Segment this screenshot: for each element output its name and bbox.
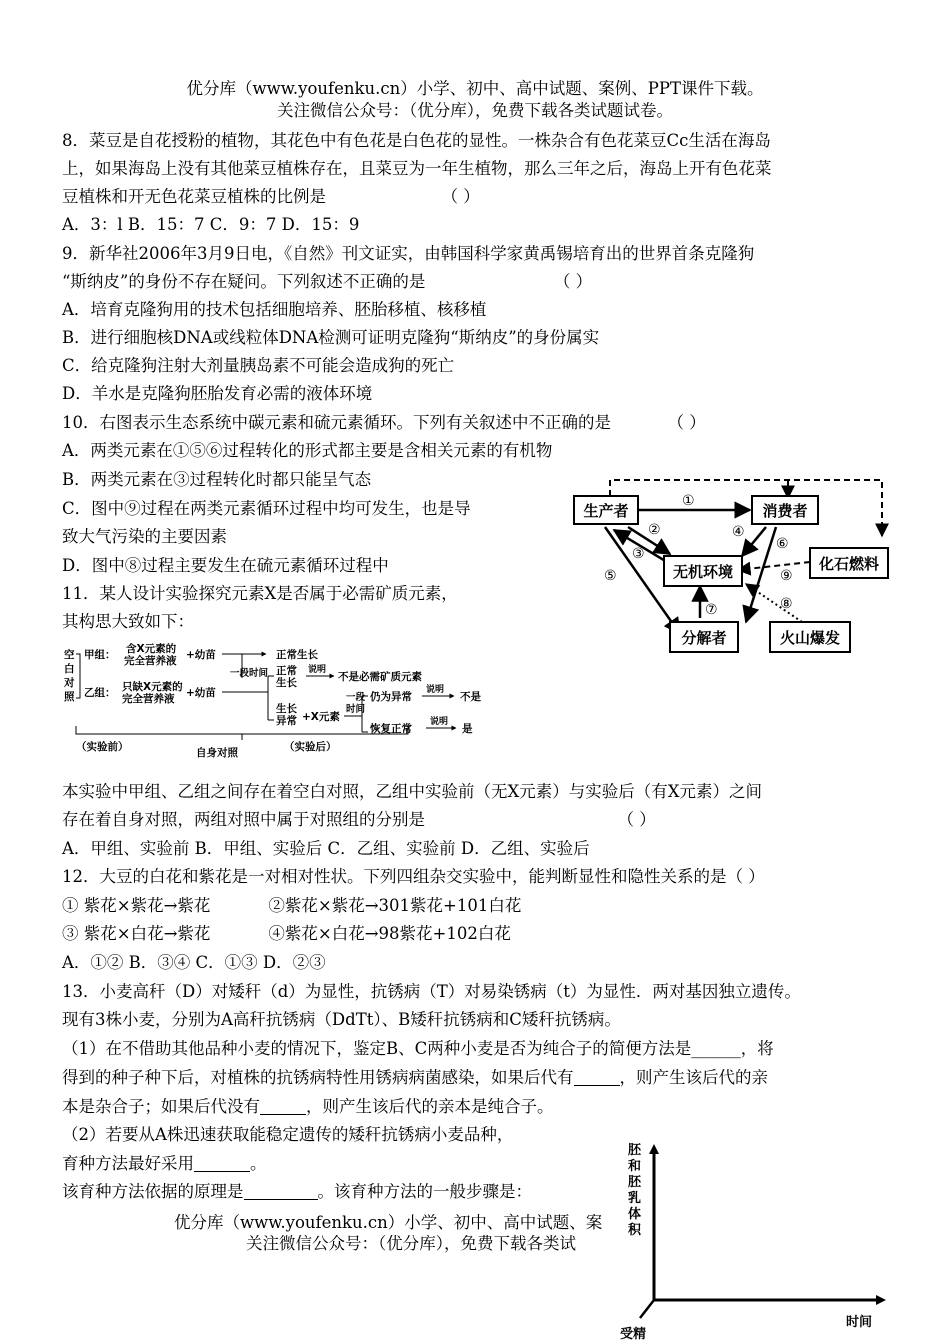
q8-line-3	[62, 186, 480, 208]
q10-answer-paren: （ ）	[667, 413, 706, 432]
b-growth-label: 生长	[276, 677, 297, 689]
q10-option-d: D．图中⑧过程主要发生在硫元素循环过程中	[62, 556, 389, 575]
q13-part2-text-d: 。该育种方法的一般步骤是：	[317, 1182, 532, 1201]
q13-blank-3[interactable]	[194, 1155, 250, 1172]
q13-part1-text-c: 本是杂合子；如果后代没有	[62, 1097, 260, 1116]
blank-control-char-2: 白	[64, 663, 75, 675]
q11-line-1: 11．某人设计实验探究元素X是否属于必需矿质元素，	[62, 584, 458, 603]
q10-option-c-1: C．图中⑨过程在两类元素循环过程中均可发生，也是导	[62, 499, 471, 518]
a-period-label: 一段时间	[230, 668, 269, 679]
environment-label: 无机环境	[672, 563, 734, 581]
q11-answer-paren: （ ）	[617, 810, 656, 829]
q9-line-2	[62, 271, 592, 293]
q13-part1-text-d: ，则产生该后代的亲本是纯合子。	[306, 1097, 554, 1116]
plus-x-label: +X元素	[302, 711, 340, 723]
q12-options: A．①② B．③④ C．①③ D．②③	[62, 953, 326, 972]
q13-line-2: 现有3株小麦，分别为A高秆抗锈病（DdTt）、B矮秆抗锈病和C矮秆抗锈病。	[62, 1010, 621, 1029]
q8-line-1: 8．菜豆是自花授粉的植物，其花色中有色花是白色花的显性。一株杂合有色花菜豆Cc生活在海岛	[62, 131, 771, 150]
footer-line-1: 优分库（www.youfenku.cn）小学、初中、高中试题、案	[174, 1213, 603, 1232]
explain-label-2: 说明	[426, 685, 445, 695]
process-8: ⑧	[780, 596, 793, 612]
process-5: ⑤	[604, 568, 617, 584]
q13-part1-text-b: ，则产生该后代的亲	[619, 1068, 768, 1087]
before-label: （实验前）	[76, 741, 129, 753]
group-b-label: 乙组：	[84, 687, 116, 699]
q13-part1-text-a: 得到的种子种下后，对植株的抗锈病特性用锈病病菌感染，如果后代有	[62, 1068, 574, 1087]
q11-stem-end: 存在着自身对照，两组对照中属于对照组的分别是	[62, 810, 425, 829]
q10-option-a: A．两类元素在①⑤⑥过程转化的形式都主要是含相关元素的有机物	[62, 441, 553, 460]
group-b-medium-line-2: 完全营养液	[122, 693, 175, 705]
q8-options: A．3：l B．15：7 C．9：7 D．15：9	[62, 215, 360, 234]
q12-experiment-2: ②紫花×紫花→301紫花+101白花	[268, 896, 522, 915]
group-a-result: 正常生长	[276, 649, 318, 661]
producer-label: 生产者	[583, 502, 629, 520]
group-a-label: 甲组：	[84, 649, 116, 661]
q13-part2-line-2	[62, 1153, 267, 1175]
process-3: ③	[632, 546, 645, 562]
q12-experiments-row-2	[62, 923, 511, 945]
volcano-label: 火山爆发	[779, 629, 841, 647]
q13-part1-line-1: （1）在不借助其他品种小麦的情况下，鉴定B、C两种小麦是否为纯合子的简便方法是______，将	[62, 1039, 774, 1058]
blank-control-char-3: 对	[64, 677, 75, 689]
q13-blank-4[interactable]	[244, 1183, 318, 1200]
process-4: ④	[732, 524, 745, 540]
group-a-medium-line-2: 完全营养液	[124, 655, 177, 667]
graph-ylabel-char-4: 乳	[628, 1191, 642, 1206]
q13-part2-text-a: 育种方法最好采用	[62, 1154, 194, 1173]
decomposer-label: 分解者	[681, 629, 727, 647]
q13-blank-1[interactable]	[574, 1069, 620, 1086]
q12-line-1: 12．大豆的白花和紫花是一对相对性状。下列四组杂交实验中，能判断显性和隐性关系的是（ ）	[62, 867, 765, 886]
q9-option-a: A．培育克隆狗用的技术包括细胞培养、胚胎移植、核移植	[62, 300, 487, 319]
q9-option-c: C．给克隆狗注射大剂量胰岛素不可能会造成狗的死亡	[62, 356, 455, 375]
not-is-label: 不是	[460, 691, 481, 703]
q12-experiment-1: ① 紫花×紫花→紫花	[62, 896, 211, 915]
b-abnormal-label: 异常	[276, 715, 297, 727]
group-a-plus-seedling: +幼苗	[186, 649, 216, 661]
graph-ylabel-char-3: 胚	[628, 1175, 642, 1190]
q9-answer-paren: （ ）	[553, 272, 593, 291]
blank-control-char-1: 空	[64, 649, 75, 661]
q10-line-1	[62, 412, 706, 434]
graph-ylabel-char-2: 和	[628, 1159, 642, 1174]
experiment-design-diagram	[62, 640, 492, 760]
q13-part1-line-2	[62, 1067, 768, 1089]
graph-ylabel-char-6: 积	[628, 1223, 642, 1238]
group-b-plus-seedling: +幼苗	[186, 687, 216, 699]
q9-option-b: B．进行细胞核DNA或线粒体DNA检测可证明克隆狗“斯纳皮”的身份属实	[62, 328, 600, 347]
group-a-medium-line-1: 含X元素的	[126, 643, 177, 655]
self-control-label: 自身对照	[196, 747, 238, 759]
group-b-medium-line-1: 只缺X元素的	[122, 681, 183, 693]
q12-experiments-row-1	[62, 895, 521, 917]
short-period-1: 一段	[346, 692, 366, 703]
q13-part2-line-3	[62, 1181, 532, 1203]
b-growth-label-2: 生长	[276, 703, 297, 715]
graph-xlabel: 时间	[846, 1315, 873, 1330]
q8-line-2: 上，如果海岛上没有其他菜豆植株存在，且菜豆为一年生植物，那么三年之后，海岛上开有色花菜	[62, 159, 772, 178]
recover-normal-label: 恢复正常	[370, 723, 412, 735]
b-normal-label: 正常	[276, 665, 297, 677]
q10-option-b: B．两类元素在③过程转化时都只能呈气态	[62, 470, 372, 489]
process-7: ⑦	[705, 602, 718, 618]
graph-origin-label: 受精	[620, 1327, 647, 1340]
graph-ylabel-char-1: 胚	[628, 1143, 642, 1158]
blank-control-char-4: 照	[64, 691, 75, 703]
q8-answer-paren: （ ）	[441, 187, 480, 206]
explain-label-1: 说明	[308, 665, 327, 675]
q13-part2-text-c: 该育种方法依据的原理是	[62, 1182, 244, 1201]
q10-stem: 10．右图表示生态系统中碳元素和硫元素循环。下列有关叙述中不正确的是	[62, 413, 611, 432]
still-abnormal-label: 仍为异常	[370, 691, 412, 703]
q13-blank-2[interactable]	[260, 1098, 306, 1115]
process-2: ②	[648, 522, 661, 538]
q8-stem-end: 豆植株和开无色花菜豆植株的比例是	[62, 187, 326, 206]
q9-option-d: D．羊水是克隆狗胚胎发育必需的液体环境	[62, 384, 373, 403]
q13-line-1: 13．小麦高秆（D）对矮秆（d）为显性，抗锈病（T）对易染锈病（t）为显性．两对基因独立遗传。	[62, 982, 801, 1001]
q13-part2-text-b: 。	[250, 1154, 267, 1173]
not-essential-label: 不是必需矿质元素	[338, 671, 422, 683]
q13-part2-line-1: （2）若要从A株迅速获取能稳定遗传的矮秆抗锈病小麦品种，	[62, 1125, 514, 1144]
is-label: 是	[462, 723, 473, 735]
q13-part1-line-3	[62, 1096, 554, 1118]
graph-ylabel-char-5: 体	[628, 1207, 642, 1222]
q9-stem-end: “斯纳皮”的身份不存在疑问。下列叙述不正确的是	[62, 272, 426, 291]
short-period-2: 时间	[346, 704, 366, 715]
after-label: （实验后）	[284, 741, 337, 753]
q10-option-c-2: 致大气污染的主要因素	[62, 527, 227, 546]
process-1: ①	[682, 493, 695, 509]
q11-options: A．甲组、实验前 B．甲组、实验后 C．乙组、实验前 D．乙组、实验后	[62, 839, 590, 858]
explain-label-3: 说明	[430, 717, 449, 727]
element-cycle-diagram	[570, 472, 900, 662]
q9-line-1: 9．新华社2006年3月9日电，《自然》刊文证实，由韩国科学家黄禹锡培育出的世界首条克隆狗	[62, 244, 755, 263]
header-line-2: 关注微信公众号：（优分库），免费下载各类试题试卷。	[277, 101, 673, 120]
process-6: ⑥	[776, 536, 789, 552]
footer-line-2: 关注微信公众号：（优分库），免费下载各类试	[246, 1234, 576, 1253]
fossil-label: 化石燃料	[818, 555, 880, 573]
q12-experiment-4: ④紫花×白花→98紫花+102白花	[268, 924, 511, 943]
q11-line-4	[62, 809, 656, 831]
q11-line-3: 本实验中甲组、乙组之间存在着空白对照，乙组中实验前（无X元素）与实验后（有X元素）之间	[62, 782, 762, 801]
q12-experiment-3: ③ 紫花×白花→紫花	[62, 924, 211, 943]
embryo-volume-graph	[600, 1140, 900, 1340]
process-9: ⑨	[780, 568, 793, 584]
consumer-label: 消费者	[762, 502, 808, 520]
q11-line-2: 其构思大致如下：	[62, 612, 194, 631]
header-line-1: 优分库（www.youfenku.cn）小学、初中、高中试题、案例、PPT课件下载。	[186, 79, 764, 98]
